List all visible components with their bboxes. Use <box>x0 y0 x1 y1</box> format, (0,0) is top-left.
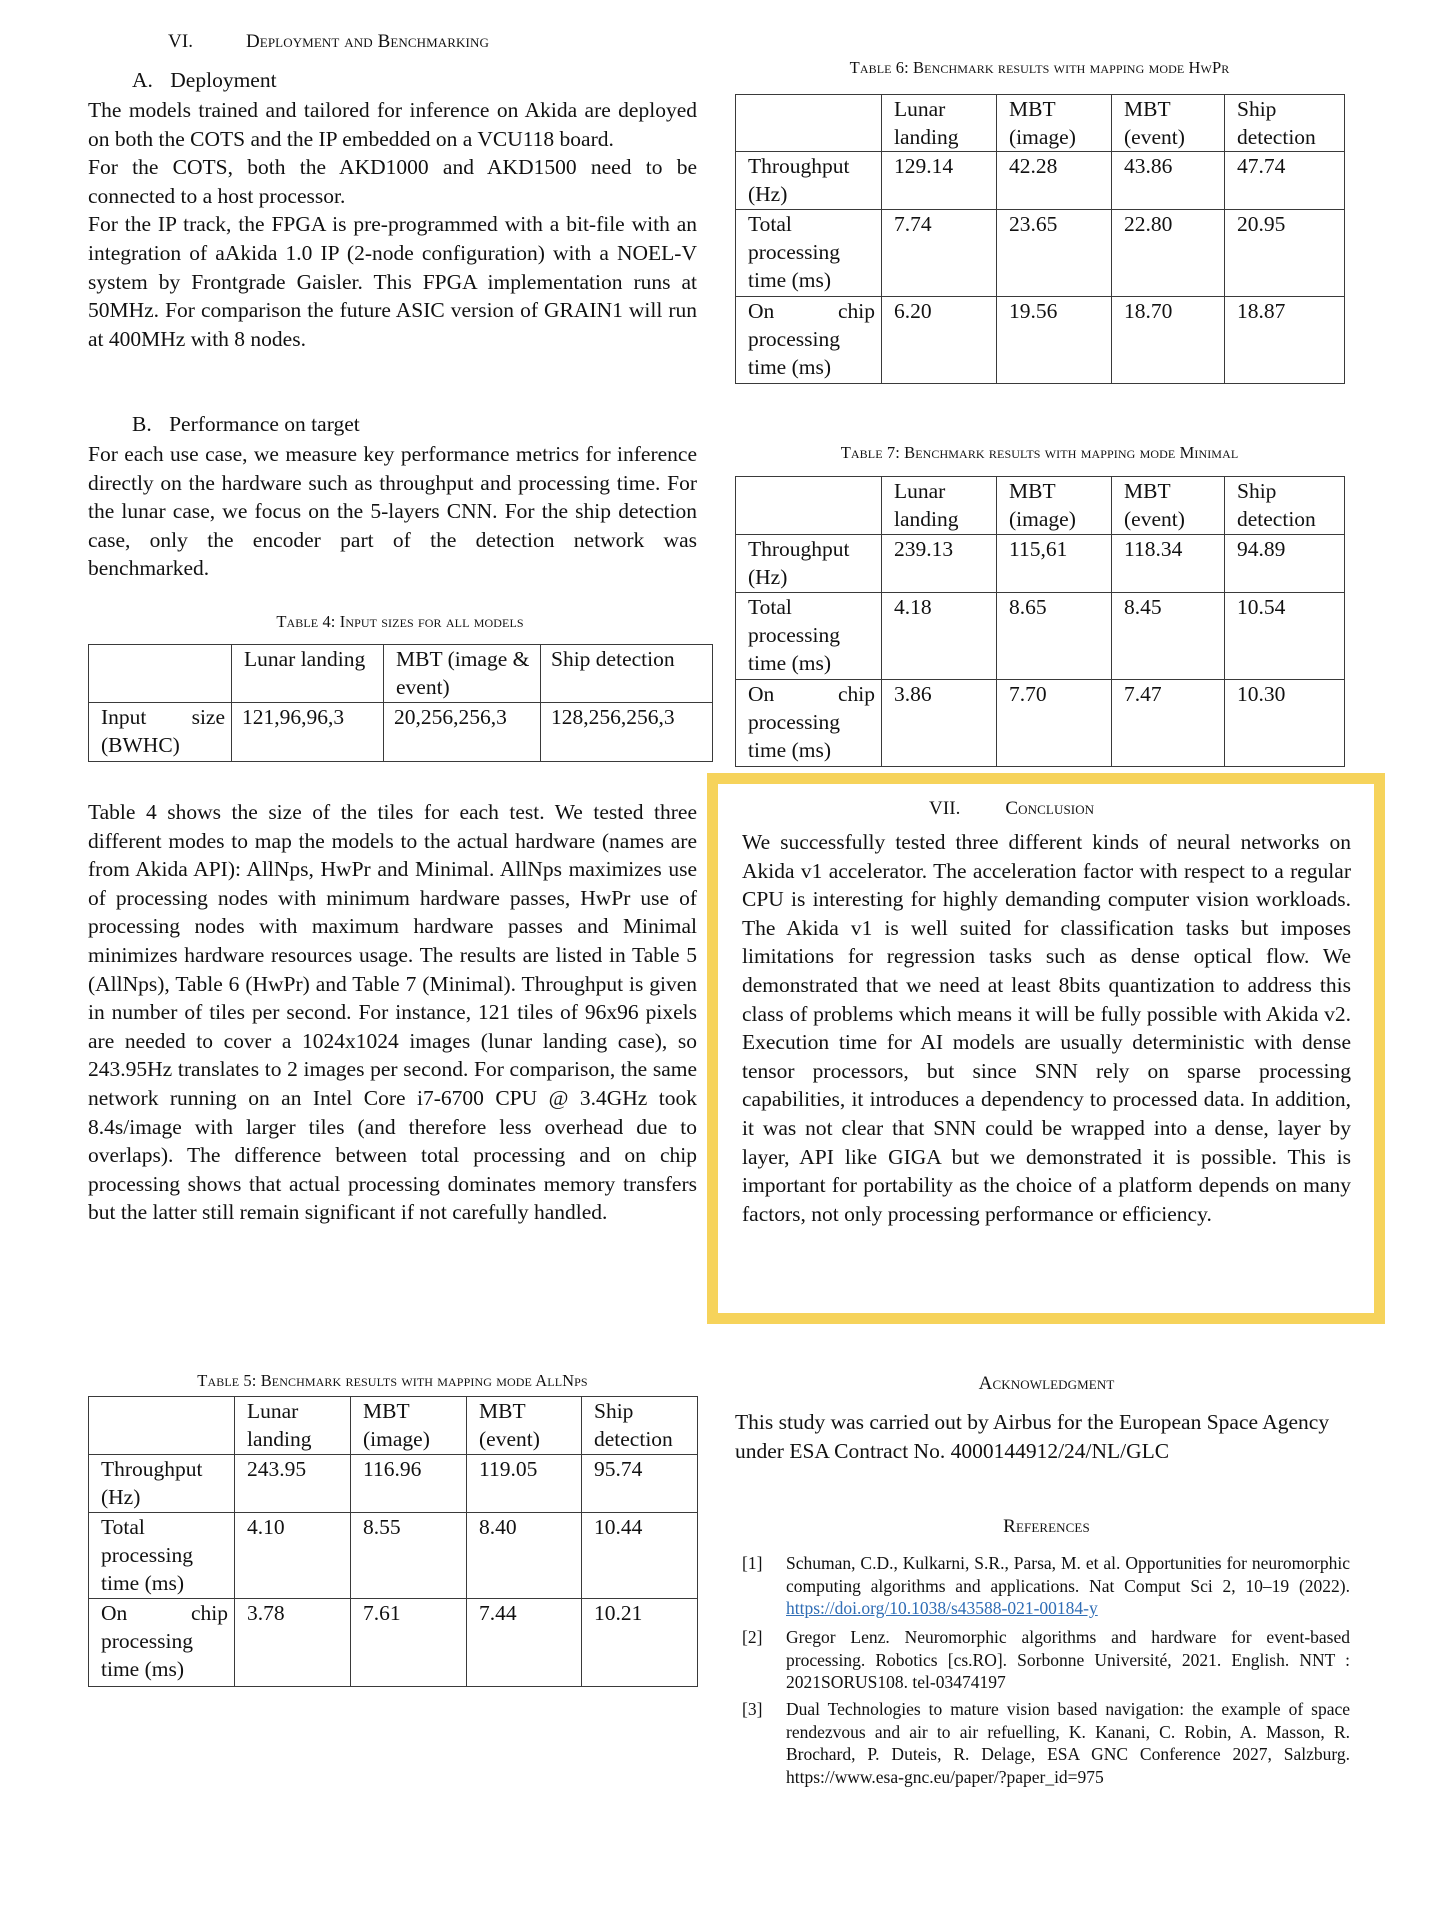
paragraph: The models trained and tailored for inference on Akida are deployed on both the COTS and the IP embedded on a VCU118 board. <box>88 98 697 151</box>
table-header-cell <box>89 645 232 703</box>
table-header-cell: Lunar landing <box>232 645 384 703</box>
table-cell: 10.44 <box>582 1513 698 1599</box>
subsection-a-heading <box>132 68 277 93</box>
table-cell: 95.74 <box>582 1455 698 1513</box>
table-cell: 121,96,96,3 <box>232 703 384 762</box>
table-header-cell <box>736 477 882 535</box>
table5 <box>88 1396 698 1687</box>
table-cell: 239.13 <box>882 535 997 593</box>
row-label: Total processing time (ms) <box>89 1513 235 1599</box>
table-row <box>736 593 1345 680</box>
table-cell: 94.89 <box>1225 535 1345 593</box>
deployment-body <box>88 96 697 353</box>
table-cell: 18.87 <box>1225 297 1345 384</box>
table-header-cell: MBT (event) <box>1112 95 1225 152</box>
table-cell: 128,256,256,3 <box>541 703 713 762</box>
table-row <box>89 1513 698 1599</box>
subsection-label: A. <box>132 68 153 92</box>
table-row <box>89 1455 698 1513</box>
table-cell: 18.70 <box>1112 297 1225 384</box>
table-cell: 7.61 <box>351 1599 467 1687</box>
table-cell: 10.21 <box>582 1599 698 1687</box>
acknowledgment-body: This study was carried out by Airbus for the European Space Agency under ESA Contract No. 4000144912/24/NL/GLC <box>735 1410 1330 1463</box>
conclusion-body: We successfully tested three different kinds of neural networks on Akida v1 accelerator. The acceleration factor with respect to a regular CPU is interesting for highly demanding computer vision workloads. The Akida v1 is well suited for classification tasks but imposes limitations for regression tasks such as dense optical flow. We demonstrated that we need at least 8bits quantization to address this class of problems which means it will be fully possible with Akida v2. Execution time for AI models are usually deterministic with dense tensor processors, but since SNN rely on sparse processing capabilities, it introduces a dependency to processed data. In addition, it was not clear that SNN could be wrapped into a dense, layer by layer, API like GIGA but we demonstrated it is possible. This is important for portability as the choice of a platform depends on many factors, not only processing performance or efficiency. <box>742 830 1351 1226</box>
table-cell: 115,61 <box>997 535 1112 593</box>
table-cell: 8.40 <box>467 1513 582 1599</box>
conclusion-highlight-box <box>707 773 1385 1324</box>
row-label: On chip processing time (ms) <box>89 1599 235 1687</box>
table-cell: 6.20 <box>882 297 997 384</box>
table-cell: 3.78 <box>235 1599 351 1687</box>
table-cell: 23.65 <box>997 210 1112 297</box>
results-discussion-body: Table 4 shows the size of the tiles for each test. We tested three different modes to map the models to the actual hardware (names are from Akida API): AllNps, HwPr and Minimal. AllNps maximizes use of processing nodes with minimum hardware passes, HwPr use of processing nodes with maximum hardware passes and Minimal minimizes hardware resources usage. The results are listed in Table 5 (AllNps), Table 6 (HwPr) and Table 7 (Minimal). Throughput is given in number of tiles per second. For instance, 121 tiles of 96x96 pixels are needed to cover a 1024x1024 images (lunar landing case), so 243.95Hz translates to 2 images per second. For comparison, the same network running on an Intel Core i7-6700 CPU @ 3.4GHz took 8.4s/image with larger tiles (and therefore less overhead due to overlaps). The difference between total processing and on chip processing shows that actual processing dominates memory transfers but the latter still remain significant if not carefully handled. <box>88 800 697 1225</box>
reference-text: Gregor Lenz. Neuromorphic algorithms and hardware for event-based processing. Robotics [cs.RO]. Sorbonne Université, 2021. English. NNT : 2021SORUS108. tel-03474197 <box>786 1627 1350 1692</box>
table-row <box>736 152 1345 210</box>
reference-number: [2] <box>742 1627 763 1647</box>
table-cell: 7.47 <box>1112 680 1225 767</box>
table-header-row <box>736 477 1345 535</box>
reference-number: [3] <box>742 1699 763 1719</box>
row-label: Throughput (Hz) <box>89 1455 235 1513</box>
acknowledgment-heading: Acknowledgment <box>978 1373 1115 1394</box>
table-row <box>736 297 1345 384</box>
reference-number: [1] <box>742 1553 763 1573</box>
section-title: Deployment and Benchmarking <box>245 31 489 52</box>
table-cell: 10.30 <box>1225 680 1345 767</box>
reference-item <box>742 1698 1350 1788</box>
table-header-cell: MBT (image & event) <box>384 645 541 703</box>
section-title: Conclusion <box>1005 798 1095 819</box>
table-header-cell: MBT (image) <box>997 95 1112 152</box>
table-cell: 7.70 <box>997 680 1112 767</box>
section-vii-heading <box>929 798 1094 820</box>
table-header-cell: Lunar landing <box>235 1397 351 1455</box>
paragraph: For the IP track, the FPGA is pre-programmed with a bit-file with an integration of aAkida 1.0 IP (2-node configuration) with a NOEL-V system by Frontgrade Gaisler. This FPGA implementation runs at 50MHz. For comparison the future ASIC version of GRAIN1 will run at 400MHz with 8 nodes. <box>88 212 697 351</box>
row-label: Throughput (Hz) <box>736 152 882 210</box>
row-label: Input size (BWHC) <box>89 703 232 762</box>
table7-caption: Table 7: Benchmark results with mapping mode Minimal <box>840 443 1239 462</box>
table-cell: 42.28 <box>997 152 1112 210</box>
row-label: On chip processing time (ms) <box>736 297 882 384</box>
table4-caption: Table 4: Input sizes for all models <box>276 612 524 631</box>
table-cell: 19.56 <box>997 297 1112 384</box>
table-cell: 116.96 <box>351 1455 467 1513</box>
references-heading: References <box>1003 1516 1090 1537</box>
table-header-cell: Lunar landing <box>882 477 997 535</box>
table-cell: 129.14 <box>882 152 997 210</box>
table6-caption: Table 6: Benchmark results with mapping mode HwPr <box>849 58 1230 77</box>
reference-item <box>742 1552 1350 1620</box>
table-cell: 10.54 <box>1225 593 1345 680</box>
table-cell: 119.05 <box>467 1455 582 1513</box>
table-header-cell: MBT (image) <box>351 1397 467 1455</box>
row-label: On chip processing time (ms) <box>736 680 882 767</box>
paragraph: For the COTS, both the AKD1000 and AKD1500 need to be connected to a host processor. <box>88 155 697 208</box>
table-cell: 4.18 <box>882 593 997 680</box>
table-header-cell <box>736 95 882 152</box>
table4 <box>88 644 713 762</box>
reference-text <box>786 1552 1350 1620</box>
table-cell: 8.55 <box>351 1513 467 1599</box>
table-cell: 8.65 <box>997 593 1112 680</box>
table-header-cell <box>89 1397 235 1455</box>
table-header-cell: MBT (event) <box>1112 477 1225 535</box>
table-header-row <box>89 645 713 703</box>
section-vi-heading <box>168 31 489 53</box>
table-cell: 3.86 <box>882 680 997 767</box>
table-header-cell: MBT (image) <box>997 477 1112 535</box>
performance-body: For each use case, we measure key performance metrics for inference directly on the hardware such as throughput and processing time. For the lunar case, we focus on the 5-layers CNN. For the ship detection case, only the encoder part of the detection network was benchmarked. <box>88 442 697 581</box>
table-header-row <box>736 95 1345 152</box>
table-row <box>736 210 1345 297</box>
section-number: VI. <box>168 31 194 52</box>
table-cell: 243.95 <box>235 1455 351 1513</box>
reference-item <box>742 1626 1350 1694</box>
table-cell: 20.95 <box>1225 210 1345 297</box>
table-header-cell: Lunar landing <box>882 95 997 152</box>
table-row <box>736 680 1345 767</box>
reference-citation: Schuman, C.D., Kulkarni, S.R., Parsa, M. et al. Opportunities for neuromorphic computing algorithms and applications. Nat Comput Sci 2, 10–19 (2022). <box>786 1553 1350 1596</box>
subsection-label: B. <box>132 412 152 436</box>
row-label: Total processing time (ms) <box>736 593 882 680</box>
table-row <box>89 703 713 762</box>
table-header-cell: Ship detection <box>1225 477 1345 535</box>
table-row <box>736 535 1345 593</box>
table-header-cell: Ship detection <box>582 1397 698 1455</box>
subsection-title: Performance on target <box>169 412 360 436</box>
table-cell: 47.74 <box>1225 152 1345 210</box>
reference-text: Dual Technologies to mature vision based navigation: the example of space rendezvous and air to air refuelling, K. Kanani, C. Robin, A. Masson, R. Brochard, P. Duteis, R. Delage, ESA GNC Conference 2027, Salzburg. https://www.esa-gnc.eu/paper/?paper_id=975 <box>786 1699 1350 1787</box>
table-header-row <box>89 1397 698 1455</box>
table-cell: 7.44 <box>467 1599 582 1687</box>
section-number: VII. <box>929 798 961 819</box>
table-cell: 8.45 <box>1112 593 1225 680</box>
table-header-cell: MBT (event) <box>467 1397 582 1455</box>
table6 <box>735 94 1345 384</box>
subsection-b-heading <box>132 412 360 437</box>
subsection-title: Deployment <box>170 68 277 92</box>
row-label: Throughput (Hz) <box>736 535 882 593</box>
table-header-cell: Ship detection <box>1225 95 1345 152</box>
table-cell: 20,256,256,3 <box>384 703 541 762</box>
table-cell: 43.86 <box>1112 152 1225 210</box>
table-row <box>89 1599 698 1687</box>
table-header-cell: Ship detection <box>541 645 713 703</box>
table-cell: 7.74 <box>882 210 997 297</box>
table7 <box>735 476 1345 767</box>
table-cell: 22.80 <box>1112 210 1225 297</box>
row-label: Total processing time (ms) <box>736 210 882 297</box>
table-cell: 4.10 <box>235 1513 351 1599</box>
table5-caption: Table 5: Benchmark results with mapping mode AllNps <box>197 1371 588 1390</box>
reference-doi-link[interactable]: https://doi.org/10.1038/s43588-021-00184-y <box>786 1598 1098 1618</box>
table-cell: 118.34 <box>1112 535 1225 593</box>
